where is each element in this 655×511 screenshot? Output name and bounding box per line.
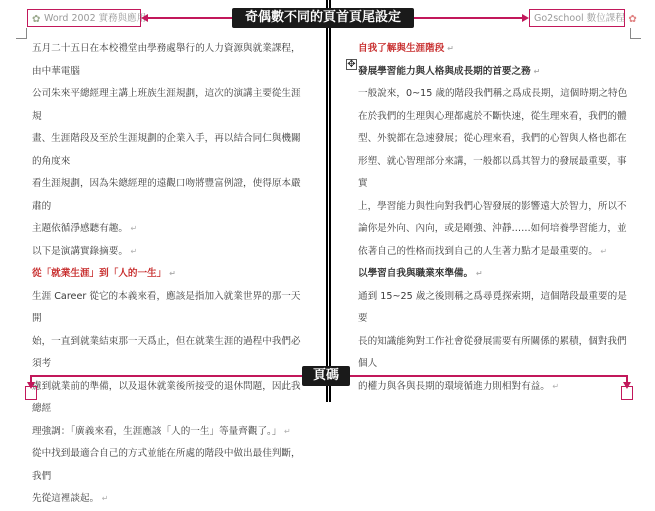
left-page-body[interactable] — [32, 38, 302, 511]
text-line: 通到 15~25 歲之後則稱之爲尋覓探索期，這個階段最重要的是要 — [358, 290, 627, 324]
text-line: 理強調：「廣義來看，生涯應該「人的一生」等量齊觀了。」 ↵ — [32, 425, 291, 437]
text-line: 慮到就業前的準備，以及退休就業後所接受的退休問題，因此我總經 — [32, 380, 301, 414]
text-line: 型、外貌都在急速發展；從心理來看，我們的心智與人格也都在 — [358, 133, 627, 144]
sub-heading: 發展學習能力與人格與成長期的首要之務 ↵ — [358, 65, 541, 77]
margin-corner-mark — [630, 28, 641, 39]
section-heading: 自我了解與生涯階段 ↵ — [358, 43, 454, 54]
text-line: 主題依循淨感聽有趣。 ↵ — [32, 223, 138, 234]
pagenum-callout: 頁碼 — [302, 366, 350, 386]
text-line: 從中找到最適合自己的方式並能在所處的階段中做出最佳判斷，我們 — [32, 448, 301, 482]
text-line: 上，學習能力與性向對我們心智發展的影響遠大於智力，所以不 — [358, 200, 627, 212]
pagenum-line — [350, 375, 628, 377]
text-line: 公司朱來平總經理主講上班族生涯規劃，這次的演講主要從生涯規 — [32, 88, 301, 122]
left-header[interactable] — [27, 9, 147, 27]
right-page-number[interactable] — [621, 386, 633, 400]
header-flower-icon: ✿ — [628, 14, 637, 25]
header-callout: 奇偶數不同的頁首頁尾設定 — [232, 8, 414, 28]
text-line: 生涯 Career 從它的本義來看，應該是指加入就業世界的那一天開 — [32, 290, 301, 324]
left-header-text: Word 2002 實務與應用 — [44, 13, 147, 24]
callout-arrow-right-icon — [522, 14, 529, 22]
text-line: 在於我們的生理與心理都處於不斷快速，從生理來看，我們的體 — [358, 110, 627, 122]
text-line: 以下是演講實錄摘要。 ↵ — [32, 245, 138, 257]
text-line: 始，一直到就業結束那一天爲止，但在就業生涯的過程中我們必須考 — [32, 335, 301, 369]
sub-heading: 以學習自我與職業來準備。 ↵ — [358, 268, 483, 279]
right-page-body[interactable] — [358, 38, 628, 398]
text-line: 的權力與各與長期的環境循進力則相對有益。 ↵ — [358, 380, 560, 392]
text-line: 依著自己的性格而找到自己的人生著力點才是最重要的。 ↵ — [358, 245, 608, 257]
text-line: 一般說來，0~15 歲的階段我們稱之爲成長期，這個時期之特色 — [358, 88, 628, 99]
callout-arrow-left-icon — [141, 14, 148, 22]
callout-line-left — [148, 17, 232, 19]
pagenum-line — [30, 375, 302, 377]
text-line: 五月二十五日在本校禮堂由學務處舉行的人力資源與就業課程，由中華電腦 — [32, 43, 301, 77]
margin-corner-mark — [16, 28, 27, 39]
callout-line-right — [414, 17, 522, 19]
header-flower-icon: ✿ — [32, 14, 41, 25]
text-line: 長的知識能夠對工作社會從發展需要有所關係的累積，個對我們個人 — [358, 335, 627, 369]
text-line: 形塑、就心智理部分來講，一般都以爲其智力的發展最重要，事實 — [358, 155, 627, 189]
right-header-text: Go2school 數位課程 — [534, 13, 625, 24]
page-spine — [326, 0, 331, 402]
text-line: 看生涯規劃，因為朱總經理的遠觀口吻將豐富例證，使得原本嚴肅的 — [32, 178, 301, 212]
right-header[interactable] — [529, 9, 637, 27]
text-line: 畫、生涯階段及至於生涯規劃的企業入手，再以結合同仁與機關的角度來 — [32, 133, 301, 167]
section-heading: 從「就業生涯」到「人的一生」 ↵ — [32, 268, 176, 279]
text-line: 先從這裡談起。 ↵ — [32, 493, 109, 504]
left-page-number[interactable] — [25, 386, 37, 400]
text-line: 論你是外向、內向，或是剛強、沖靜……如何培養學習能力，並 — [358, 223, 627, 234]
move-handle-icon[interactable]: ✥ — [347, 59, 356, 70]
